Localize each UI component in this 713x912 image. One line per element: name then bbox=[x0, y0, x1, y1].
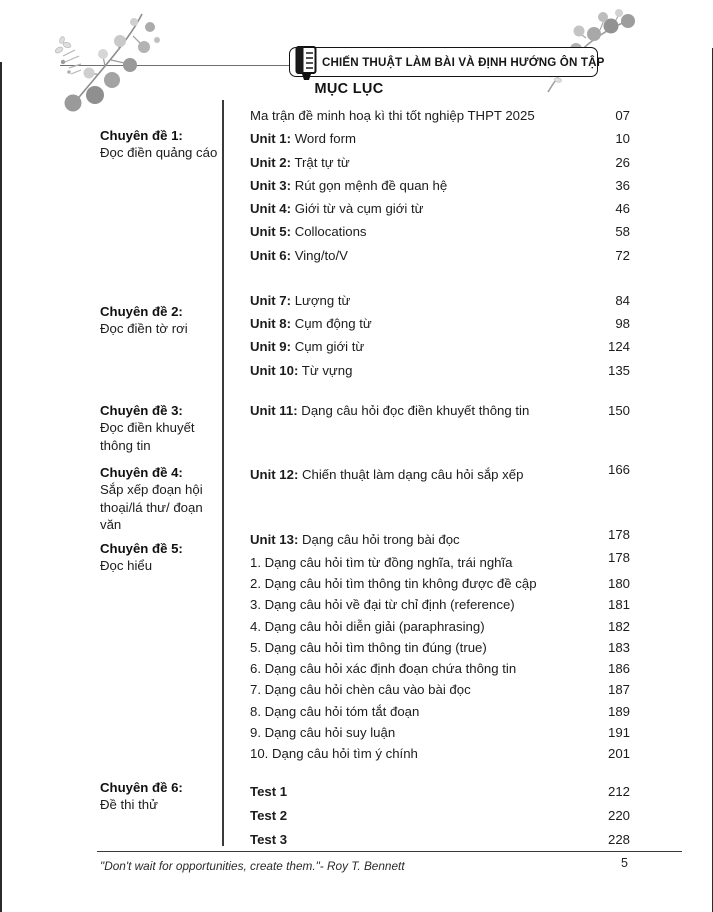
page-number: 183 bbox=[607, 639, 630, 655]
section-description: Đề thi thử bbox=[100, 797, 158, 813]
page-number: 182 bbox=[607, 618, 630, 634]
page-number: 72 bbox=[615, 247, 630, 263]
page-number: 07 bbox=[615, 108, 630, 124]
toc-row: Unit 3: Rút gọn mệnh đề quan hệ 36 bbox=[250, 177, 630, 193]
toc-row: 5. Dạng câu hỏi tìm thông tin đúng (true) 183 bbox=[250, 639, 630, 655]
toc-row: Unit 12: Chiến thuật làm dạng câu hỏi sắp xếp 166 bbox=[250, 462, 630, 483]
toc-row: Unit 1: Word form 10 bbox=[250, 131, 630, 147]
chapter-badge-label: CHIẾN THUẬT LÀM BÀI VÀ ĐỊNH HƯỚNG ÔN TẬP bbox=[322, 55, 605, 69]
section-label-3 bbox=[100, 402, 222, 454]
toc-row: Unit 5: Collocations 58 bbox=[250, 224, 630, 240]
toc-row: 4. Dạng câu hỏi diễn giải (paraphrasing) 182 bbox=[250, 618, 630, 634]
toc-row: 10. Dạng câu hỏi tìm ý chính 201 bbox=[250, 746, 630, 762]
toc-row: Unit 7: Lượng từ 84 bbox=[250, 292, 630, 308]
page-number: 36 bbox=[615, 177, 630, 193]
section-heading: Chuyên đề 5: bbox=[100, 541, 183, 556]
page-number: 124 bbox=[607, 339, 630, 355]
toc-row: Test 3 228 bbox=[250, 831, 630, 847]
toc-row: Unit 8: Cụm động từ 98 bbox=[250, 316, 630, 332]
toc-row: Unit 11: Dạng câu hỏi đọc điền khuyết thông tin 150 bbox=[250, 402, 630, 418]
toc-row: 6. Dạng câu hỏi xác định đoạn chứa thông tin 186 bbox=[250, 661, 630, 677]
toc-row: Test 1 212 bbox=[250, 783, 630, 799]
page-number: 180 bbox=[607, 575, 630, 591]
page-number: 135 bbox=[607, 362, 630, 378]
toc-row: Unit 6: Ving/to/V 72 bbox=[250, 247, 630, 263]
section-description: Đọc điền khuyết thông tin bbox=[100, 420, 195, 453]
page-number: 46 bbox=[615, 201, 630, 217]
page-number: 98 bbox=[615, 316, 630, 332]
section-description: Đọc điền quảng cáo bbox=[100, 145, 218, 161]
section-label-4 bbox=[100, 464, 222, 534]
page-number: 220 bbox=[607, 807, 630, 823]
toc-row: 3. Dạng câu hỏi về đại từ chỉ định (reference) 181 bbox=[250, 597, 630, 613]
page-border-left bbox=[0, 62, 2, 912]
page-number: 186 bbox=[607, 661, 630, 677]
toc-row: Unit 2: Trật tự từ 26 bbox=[250, 154, 630, 170]
toc-row: 9. Dạng câu hỏi suy luận 191 bbox=[250, 725, 630, 741]
section-label-5 bbox=[100, 540, 222, 575]
footer-rule-line bbox=[97, 851, 682, 852]
toc-row: Ma trận đề minh hoạ kì thi tốt nghiệp THPT 2025 07 bbox=[250, 108, 630, 124]
toc-row: Unit 9: Cụm giới từ 124 bbox=[250, 339, 630, 355]
page-number: 84 bbox=[615, 292, 630, 308]
toc-row: 1. Dạng câu hỏi tìm từ đồng nghĩa, trái nghĩa 178 bbox=[250, 549, 630, 570]
page-number: 201 bbox=[607, 746, 630, 762]
chapter-badge bbox=[289, 47, 605, 77]
column-divider-line bbox=[222, 100, 224, 846]
floral-decoration-left bbox=[45, 12, 167, 120]
page-number: 150 bbox=[607, 402, 630, 418]
toc-row: 8. Dạng câu hỏi tóm tắt đoạn 189 bbox=[250, 703, 630, 719]
toc-row: Unit 10: Từ vựng 135 bbox=[250, 362, 630, 378]
page-number: 212 bbox=[607, 783, 630, 799]
section-heading: Chuyên đề 3: bbox=[100, 403, 183, 418]
section-heading: Chuyên đề 4: bbox=[100, 465, 183, 480]
section-description: Đọc điền tờ rơi bbox=[100, 321, 188, 337]
footer-page-number: 5 bbox=[621, 856, 628, 870]
page-number: 228 bbox=[607, 831, 630, 847]
page-number: 187 bbox=[607, 682, 630, 698]
toc-row: Unit 4: Giới từ và cụm giới từ 46 bbox=[250, 201, 630, 217]
toc-row: Unit 13: Dạng câu hỏi trong bài đọc 178 bbox=[250, 527, 630, 548]
section-heading: Chuyên đề 2: bbox=[100, 304, 183, 319]
page-number: 26 bbox=[615, 154, 630, 170]
toc-list bbox=[250, 104, 630, 851]
section-label-6 bbox=[100, 779, 222, 814]
toc-row: 2. Dạng câu hỏi tìm thông tin không được đề cập 180 bbox=[250, 575, 630, 591]
toc-row: Test 2 220 bbox=[250, 807, 630, 823]
toc-row: 7. Dạng câu hỏi chèn câu vào bài đọc 187 bbox=[250, 682, 630, 698]
section-heading: Chuyên đề 6: bbox=[100, 780, 183, 795]
section-label-2 bbox=[100, 303, 222, 338]
page-number: 191 bbox=[607, 725, 630, 741]
page-title: MỤC LỤC bbox=[314, 81, 384, 97]
page-number: 178 bbox=[607, 527, 630, 543]
section-heading: Chuyên đề 1: bbox=[100, 128, 183, 143]
section-label-1 bbox=[100, 127, 222, 162]
page-number: 181 bbox=[607, 597, 630, 613]
section-description: Sắp xếp đoạn hội thoại/lá thư/ đoạn văn bbox=[100, 482, 203, 533]
page-number: 10 bbox=[615, 131, 630, 147]
page-number: 58 bbox=[615, 224, 630, 240]
footer-quote: "Don't wait for opportunities, create them."- Roy T. Bennett bbox=[100, 859, 405, 873]
page-number: 178 bbox=[607, 549, 630, 565]
book-icon bbox=[294, 43, 319, 81]
section-description: Đọc hiểu bbox=[100, 558, 153, 574]
page-number: 189 bbox=[607, 703, 630, 719]
page-number: 166 bbox=[607, 462, 630, 478]
